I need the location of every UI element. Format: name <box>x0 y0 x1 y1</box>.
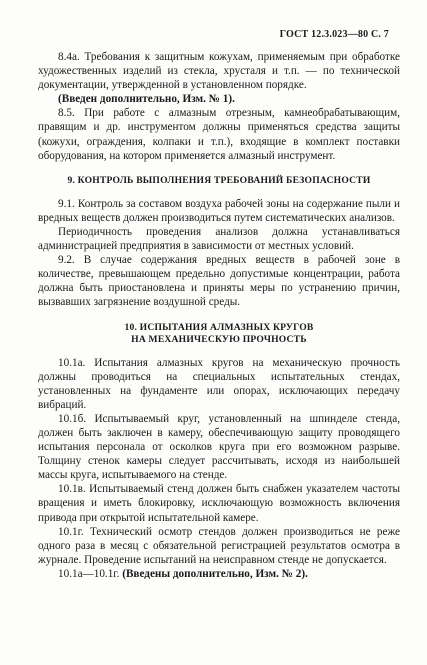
paragraph-8-4a <box>38 50 400 92</box>
section-heading-9: 9. КОНТРОЛЬ ВЫПОЛНЕНИЯ ТРЕБОВАНИЙ БЕЗОПАСНОСТИ <box>67 174 371 186</box>
paragraph-9-1: 9.1. Контроль за составом воздуха рабочей зоны на содержание пыли и вредных веществ должен производиться путем систематических анализов. <box>38 197 400 224</box>
amendment-note-2: (Введены дополнительно, Изм. № 2). <box>122 567 308 580</box>
section-heading-10-line-2: НА МЕХАНИЧЕСКУЮ ПРОЧНОСТЬ <box>131 333 307 345</box>
paragraph-10-1a: 10.1а. Испытания алмазных кругов на механическую прочность должны проводиться на специальных испытательных стендах, установленных на фундаменте или опорах, исключающих передачу вибраций. <box>38 356 400 411</box>
paragraph-10-1v: 10.1в. Испытываемый стенд должен быть снабжен указателем частоты вращения и иметь блокировку, исключающую возможность включения привода при открытой испытательной камере. <box>38 483 400 524</box>
paragraph-10-1g: 10.1г. Технический осмотр стендов должен производиться не реже одного раза в месяц с обязательной регистрацией результатов осмотра в журнале. Проведение испытаний на неисправном стенде не допускается. <box>38 525 400 566</box>
paragraph-8-4a-note <box>38 92 400 106</box>
section-heading-10 <box>38 322 400 346</box>
paragraph-8-4a-text: 8.4а. Требования к защитным кожухам, применяемым при обработке художественных изделий из стекла, хрусталя и т.п. — по технической документации, утвержденной в установленном порядке. <box>38 51 400 92</box>
paragraph-9-2: 9.2. В случае содержания вредных веществ в рабочей зоне в количестве, превышающем предельно допустимые концентрации, работа должна быть приостановлена и приняты меры по устранению причин, вызвавших загрязнение воздушной среды. <box>38 254 400 309</box>
paragraph-10-1b: 10.1б. Испытываемый круг, установленный на шпинделе стенда, должен быть заключен в камеру, обеспечивающую защиту проводящего испытания персонала от осколков круга при его возможном разрыве. Толщину стенок камеры следует рассчитывать, исходя из наибольшей массы круга, испытываемого на стенде. <box>38 412 400 482</box>
paragraph-10-final <box>38 567 400 581</box>
amendment-note-1: (Введен дополнительно, Изм. № 1). <box>58 93 235 106</box>
paragraph-9-1-periodicity: Периодичность проведения анализов должна устанавливаться администрацией предприятия в зависимости от местных условий. <box>38 225 400 253</box>
document-body <box>38 50 400 581</box>
paragraph-8-5: 8.5. При работе с алмазным отрезным, камнеобрабатывающим, правящим и др. инструментом должны применяться средства защиты (кожухи, ограждения, колпаки и т.п.), входящие в комплект поставки оборудования, на котором применяется алмазный инструмент. <box>38 107 400 162</box>
paragraph-10-final-prefix: 10.1а—10.1г. <box>58 567 123 580</box>
running-header: ГОСТ 12.3.023—80 С. 7 <box>279 29 389 40</box>
section-heading-10-line-1: 10. ИСПЫТАНИЯ АЛМАЗНЫХ КРУГОВ <box>124 321 314 333</box>
